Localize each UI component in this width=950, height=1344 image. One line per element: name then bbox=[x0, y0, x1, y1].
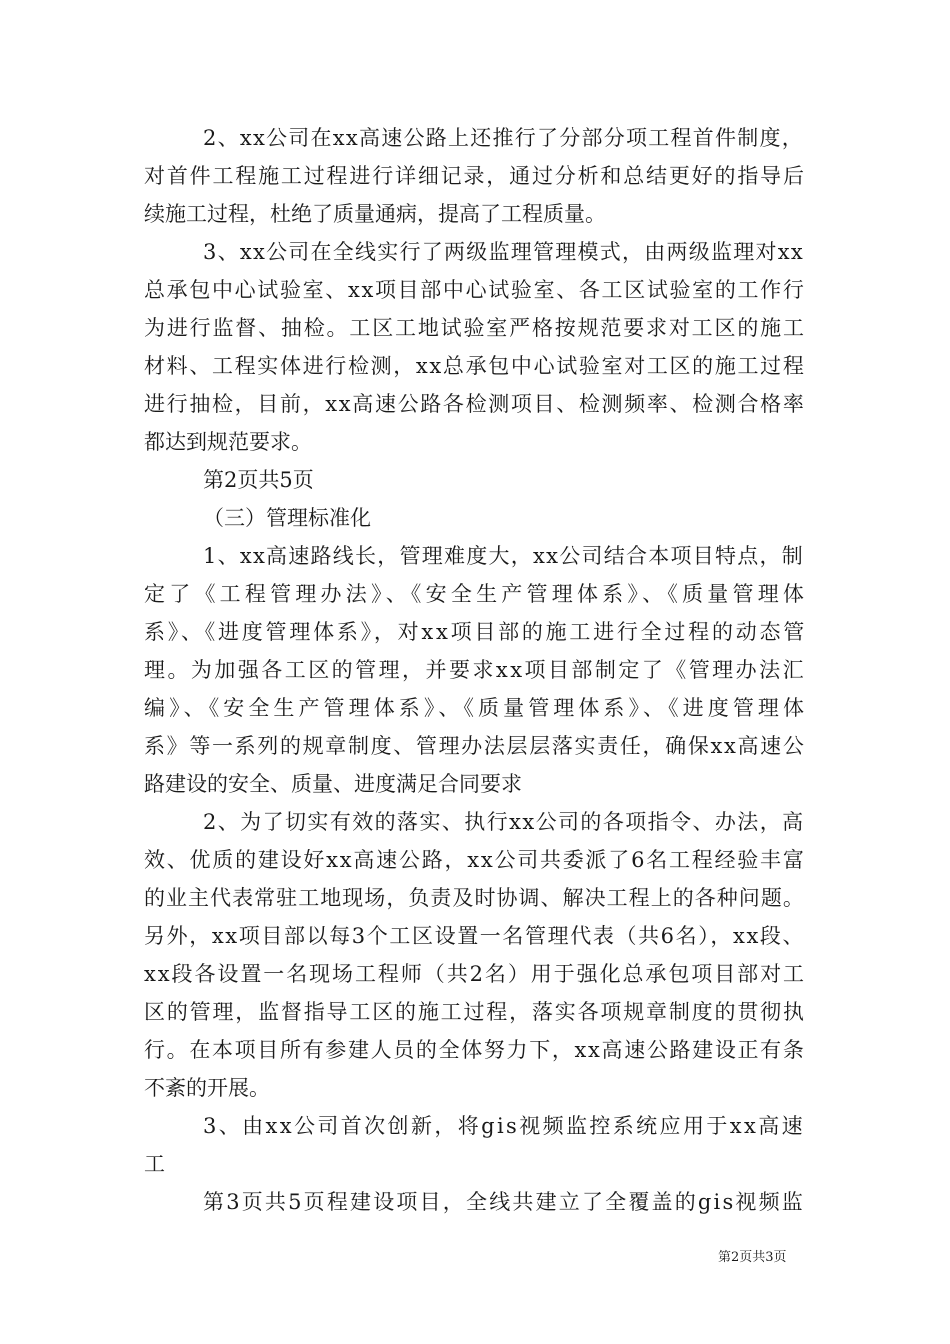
section-heading: （三）管理标准化 bbox=[203, 506, 371, 530]
text-line: 系》、《进度管理体系》，对xx项目部的施工进行全过程的动态管 bbox=[144, 620, 807, 644]
text-line: 2、为了切实有效的落实、执行xx公司的各项指令、办法，高 bbox=[203, 810, 805, 834]
text-line: 对首件工程施工过程进行详细记录，通过分析和总结更好的指导后 bbox=[144, 164, 806, 188]
text-line: 系》等一系列的规章制度、管理办法层层落实责任，确保xx高速公 bbox=[144, 734, 806, 758]
text-line: 2、xx公司在xx高速公路上还推行了分部分项工程首件制度， bbox=[203, 126, 804, 150]
text-line: 效、优质的建设好xx高速公路，xx公司共委派了6名工程经验丰富 bbox=[144, 848, 806, 872]
page-marker: 第2页共5页 bbox=[203, 468, 314, 492]
text-line: 为进行监督、抽检。工区工地试验室严格按规范要求对工区的施工 bbox=[144, 316, 806, 340]
text-line: 第3页共5页程建设项目，全线共建立了全覆盖的gis视频监 bbox=[203, 1190, 805, 1214]
text-line: 进行抽检，目前，xx高速公路各检测项目、检测频率、检测合格率 bbox=[144, 392, 806, 416]
text-line: 工 bbox=[144, 1152, 165, 1176]
text-line: 续施工过程，杜绝了质量通病，提高了工程质量。 bbox=[144, 202, 606, 226]
text-line: 行。在本项目所有参建人员的全体努力下，xx高速公路建设正有条 bbox=[144, 1038, 806, 1062]
text-line: 材料、工程实体进行检测，xx总承包中心试验室对工区的施工过程 bbox=[144, 354, 806, 378]
text-line: 理。为加强各工区的管理，并要求xx项目部制定了《管理办法汇 bbox=[144, 658, 807, 682]
page-footer: 第2页共3页 bbox=[718, 1250, 787, 1265]
text-line: 1、xx高速路线长，管理难度大，xx公司结合本项目特点，制 bbox=[203, 544, 804, 568]
text-line: 区的管理，监督指导工区的施工过程，落实各项规章制度的贯彻执 bbox=[144, 1000, 806, 1024]
text-line: 编》、《安全生产管理体系》、《质量管理体系》、《进度管理体 bbox=[144, 696, 809, 720]
text-line: 都达到规范要求。 bbox=[144, 430, 312, 454]
text-line: 总承包中心试验室、xx项目部中心试验室、各工区试验室的工作行 bbox=[144, 278, 806, 302]
text-line: 3、xx公司在全线实行了两级监理管理模式，由两级监理对xx bbox=[203, 240, 804, 264]
text-line: 定了《工程管理办法》、《安全生产管理体系》、《质量管理体 bbox=[144, 582, 809, 606]
text-line: 路建设的安全、质量、进度满足合同要求 bbox=[144, 772, 522, 796]
text-line: 不紊的开展。 bbox=[144, 1076, 270, 1100]
text-line: xx段各设置一名现场工程师（共2名）用于强化总承包项目部对工 bbox=[144, 962, 806, 986]
text-line: 的业主代表常驻工地现场，负责及时协调、解决工程上的各种问题。 bbox=[144, 886, 805, 910]
text-line: 另外，xx项目部以每3个工区设置一名管理代表（共6名），xx段、 bbox=[144, 924, 806, 948]
text-line: 3、由xx公司首次创新，将gis视频监控系统应用于xx高速 bbox=[203, 1114, 805, 1138]
